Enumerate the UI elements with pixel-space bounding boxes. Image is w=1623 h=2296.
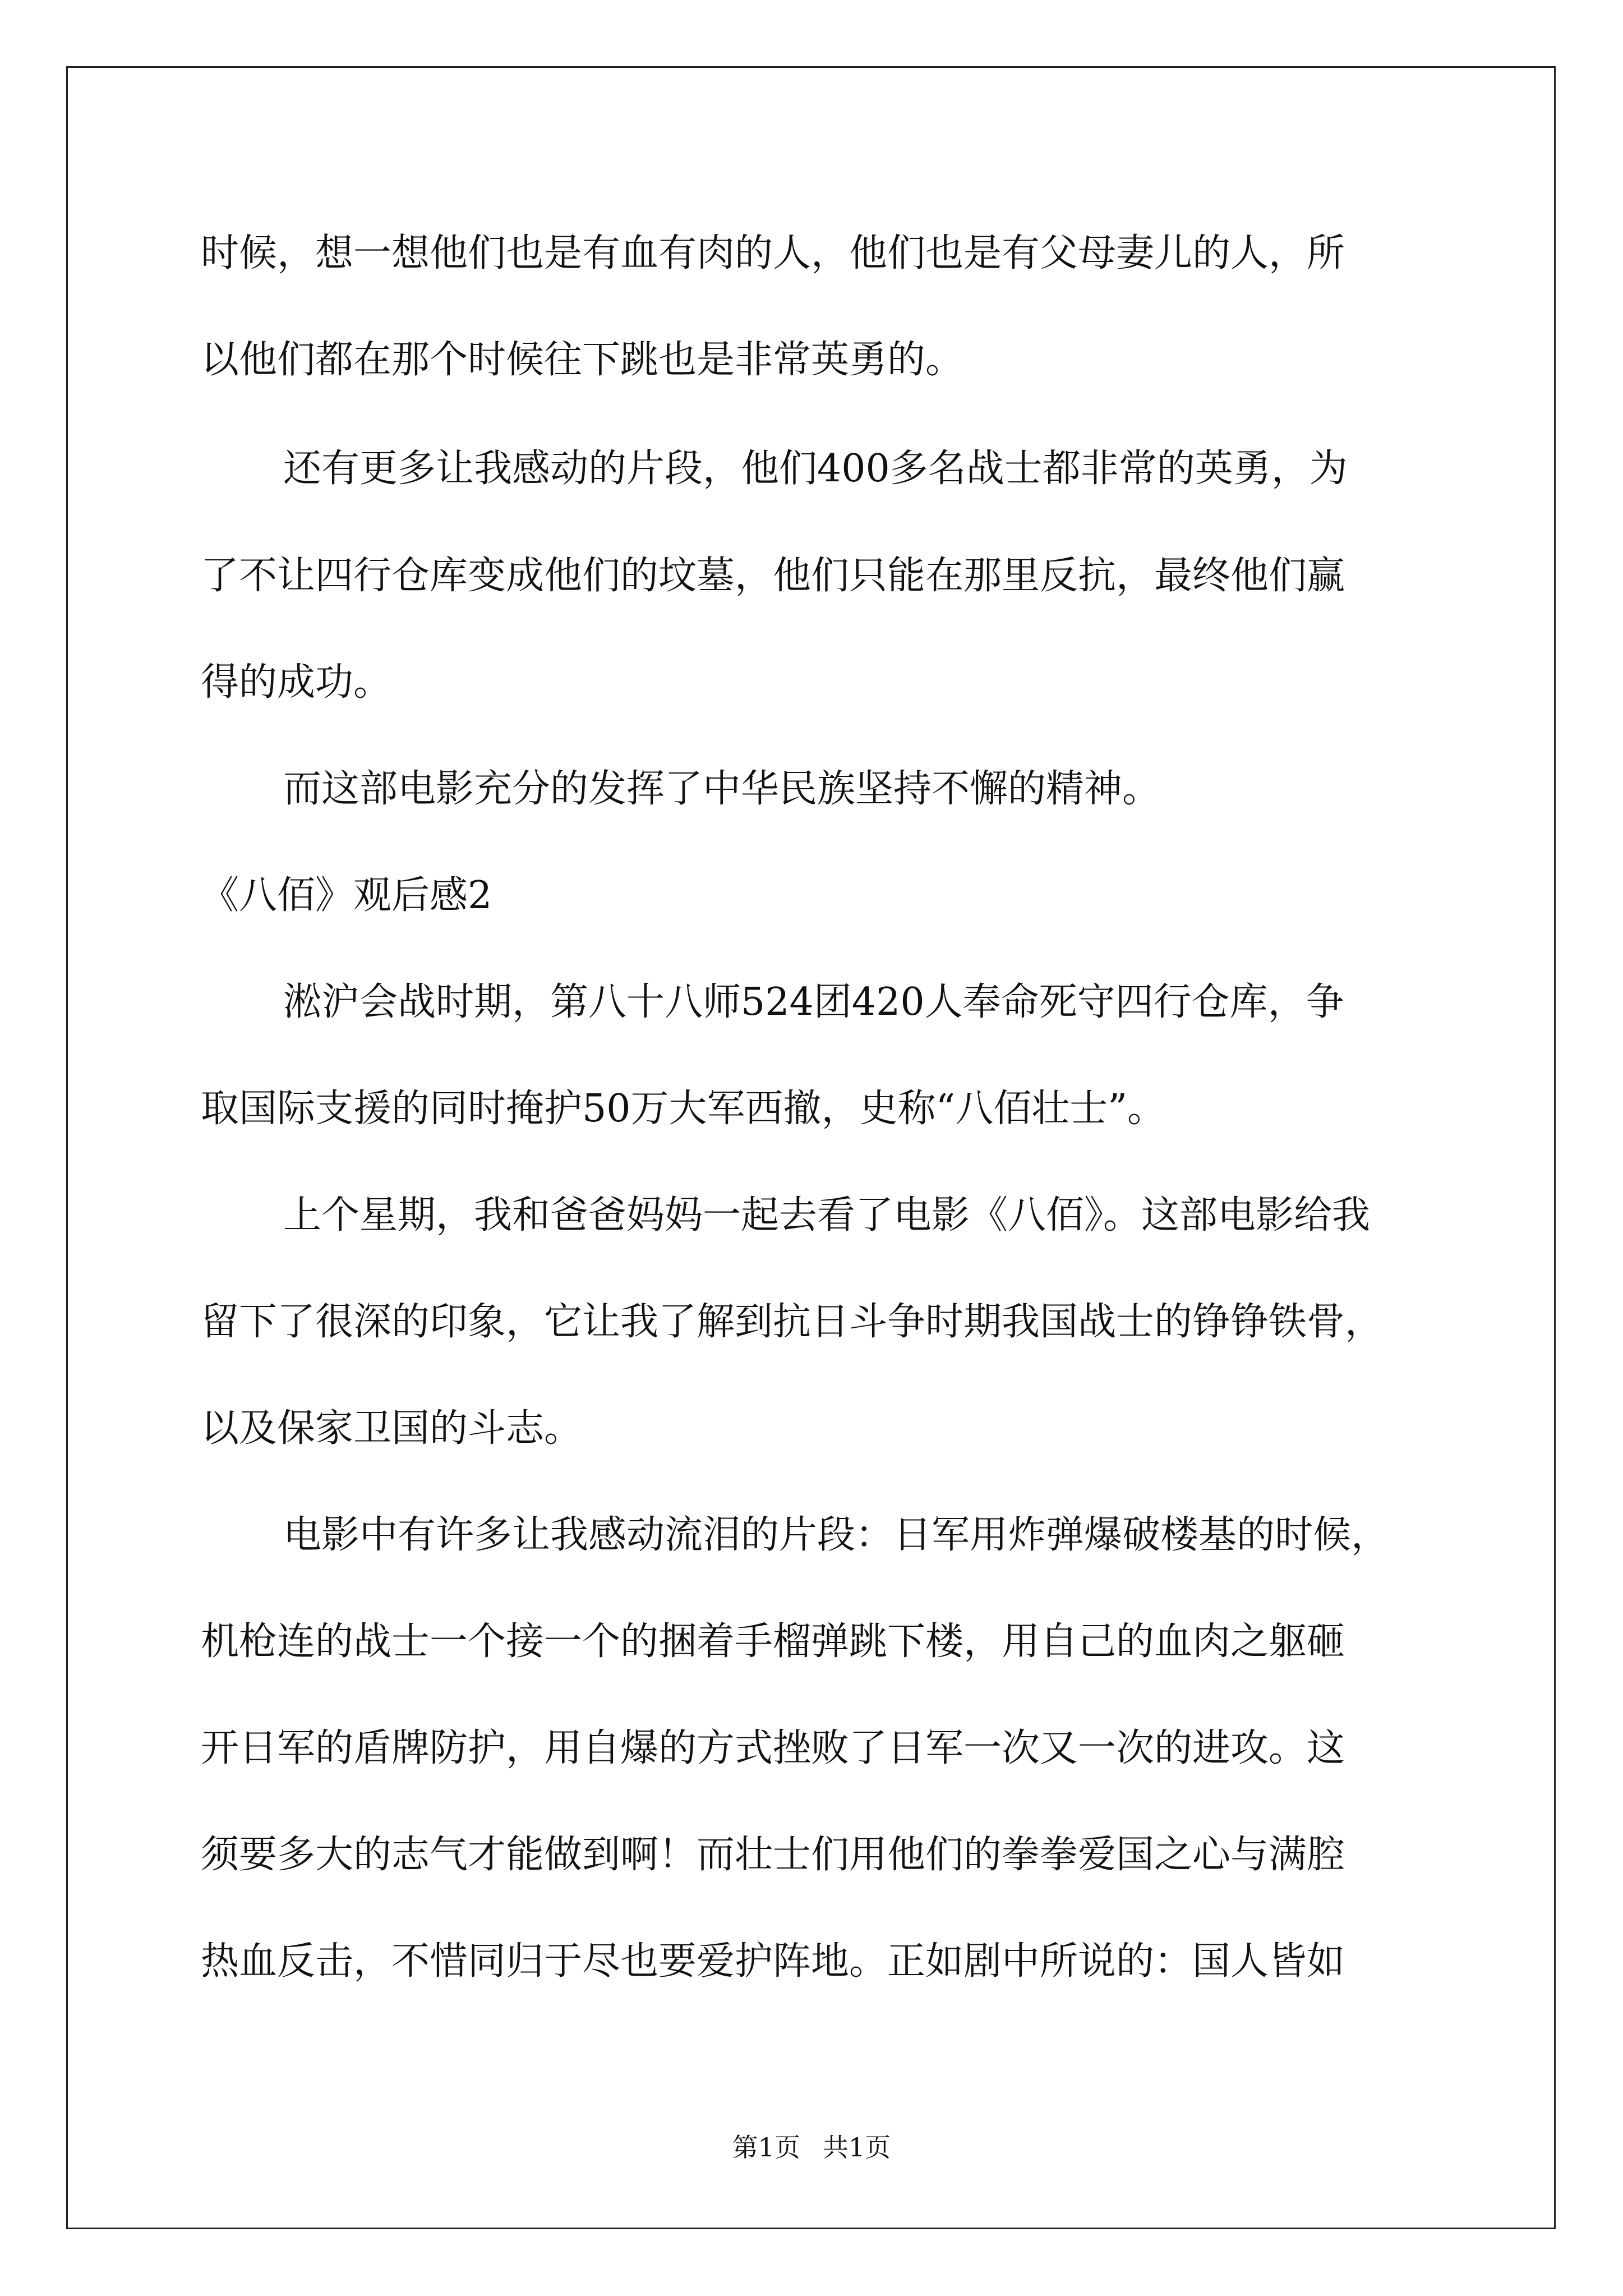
text-line-9: 取国际支援的同时掩护50万大军西撤，史称“八佰壮士”。 <box>201 1087 1166 1131</box>
text-line-15: 开日军的盾牌防护，用自爆的方式挫败了日军一次又一次的进攻。这 <box>201 1726 1345 1770</box>
page-footer <box>0 2132 1623 2163</box>
text-line-5: 得的成功。 <box>201 660 392 705</box>
total-pages-label: 共1页 <box>823 2132 891 2162</box>
text-line-1: 时候，想一想他们也是有血有肉的人，他们也是有父母妻儿的人，所 <box>201 231 1345 275</box>
paragraph-line-8: 淞沪会战时期，第八十八师524团420人奉命死守四行仓库，争 <box>283 980 1344 1024</box>
section-heading: 《八佰》观后感2 <box>201 873 492 918</box>
page-border <box>66 66 1556 2229</box>
paragraph-line-10: 上个星期，我和爸爸妈妈一起去看了电影《八佰》。这部电影给我 <box>283 1193 1371 1237</box>
paragraph-line-13: 电影中有许多让我感动流泪的片段：日军用炸弹爆破楼基的时候， <box>283 1513 1390 1557</box>
text-line-17: 热血反击，不惜同归于尽也要爱护阵地。正如剧中所说的：国人皆如 <box>201 1939 1345 1984</box>
paragraph-line-3: 还有更多让我感动的片段，他们400多名战士都非常的英勇，为 <box>283 447 1348 491</box>
paragraph-line-6: 而这部电影充分的发挥了中华民族坚持不懈的精神。 <box>283 767 1161 811</box>
text-line-4: 了不让四行仓库变成他们的坟墓，他们只能在那里反抗，最终他们赢 <box>201 554 1345 598</box>
text-line-11: 留下了很深的印象，它让我了解到抗日斗争时期我国战士的铮铮铁骨， <box>201 1300 1384 1344</box>
text-line-14: 机枪连的战士一个接一个的捆着手榴弹跳下楼，用自己的血肉之躯砸 <box>201 1619 1345 1664</box>
text-line-16: 须要多大的志气才能做到啊！而壮士们用他们的拳拳爱国之心与满腔 <box>201 1833 1345 1877</box>
page-number-label: 第1页 <box>732 2132 800 2162</box>
text-line-12: 以及保家卫国的斗志。 <box>201 1406 583 1451</box>
text-line-2: 以他们都在那个时候往下跳也是非常英勇的。 <box>201 338 964 382</box>
